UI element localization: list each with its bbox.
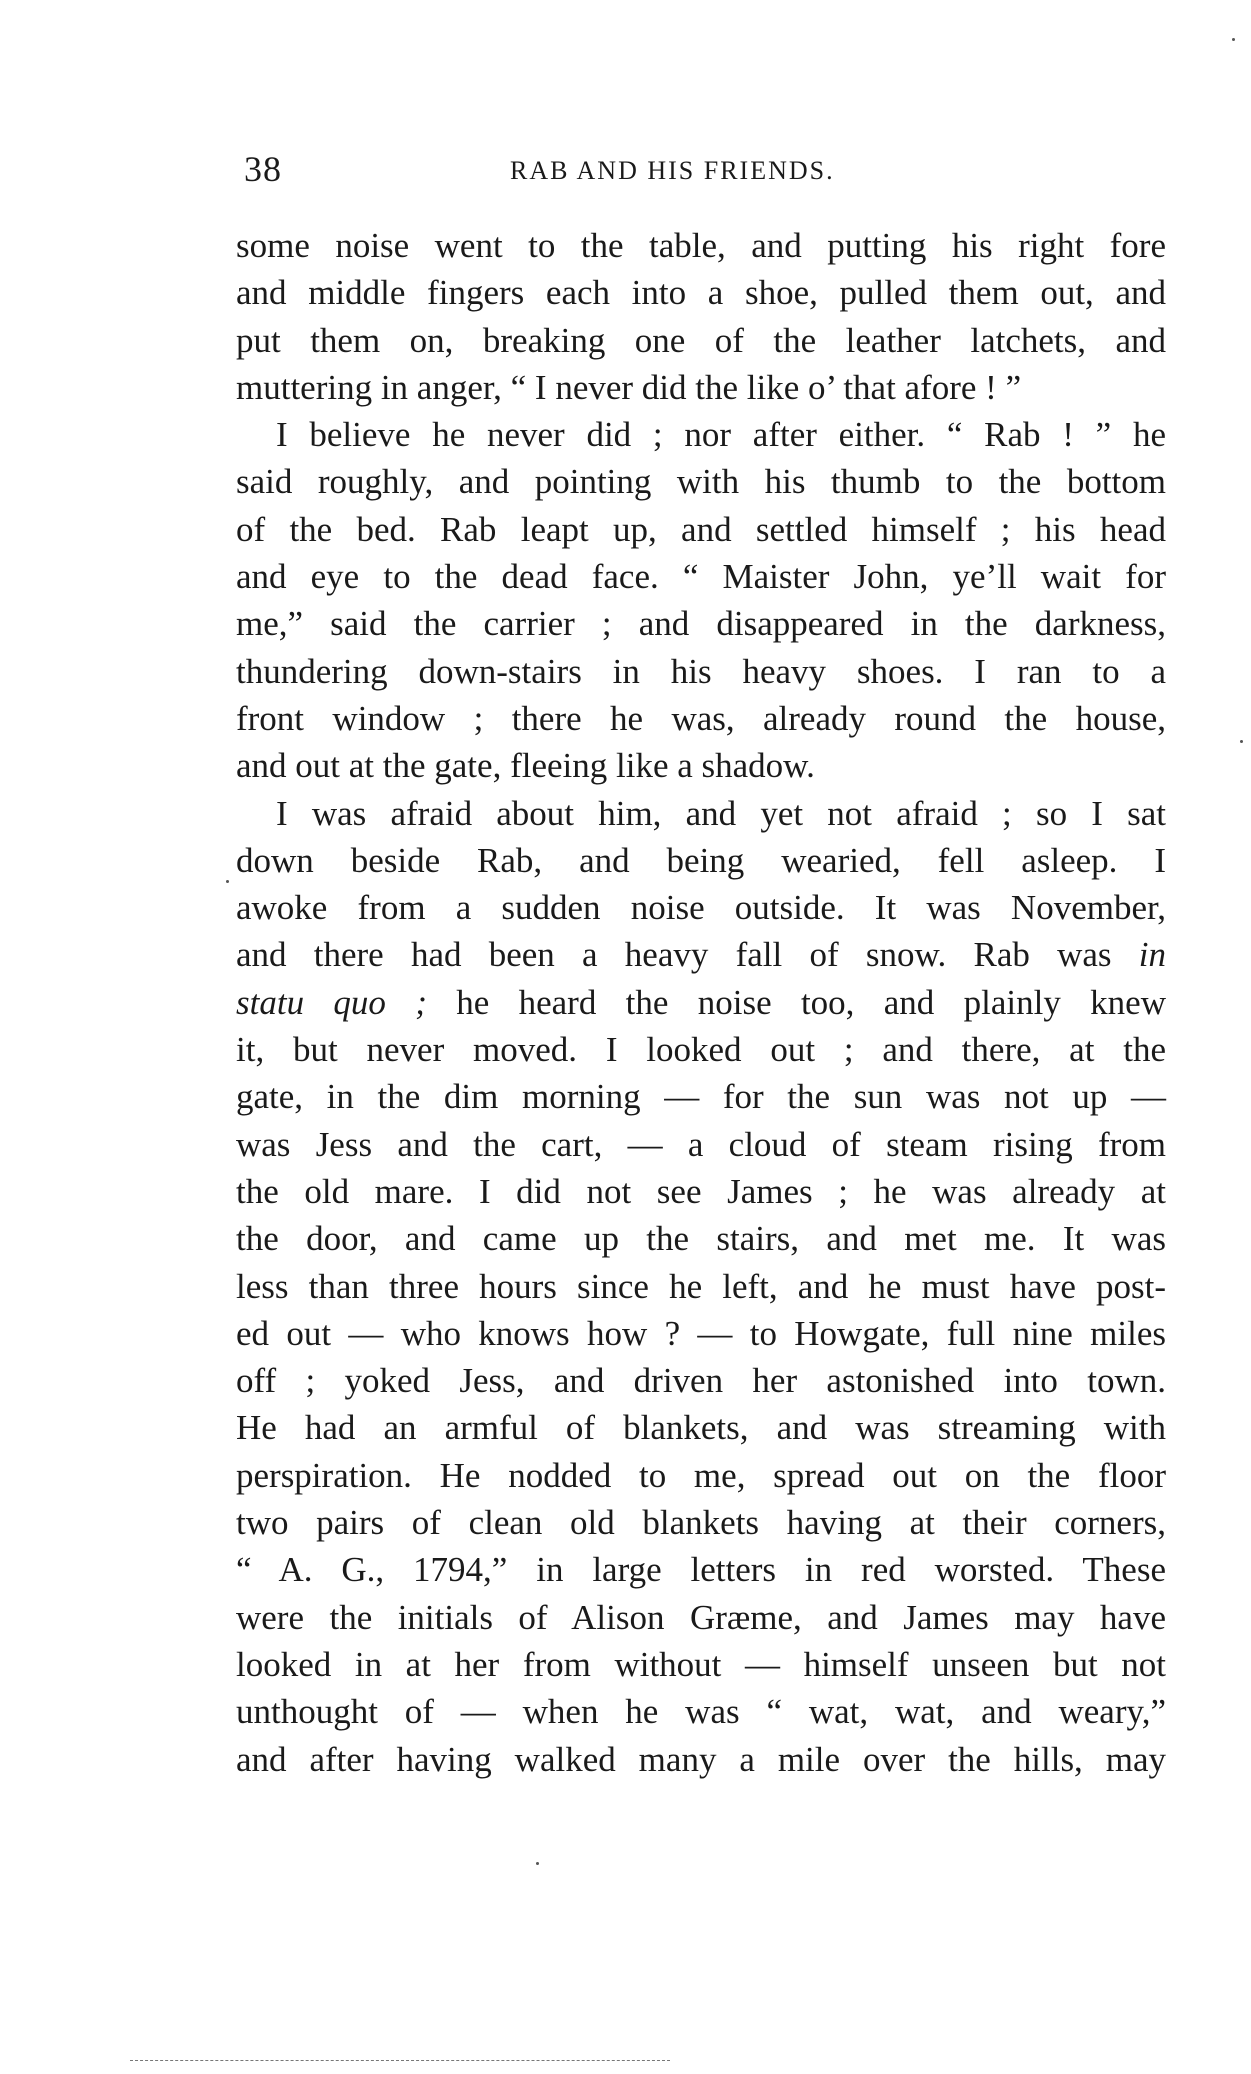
text-segment: ed out — who knows how ? — to Howgate, full nine miles	[236, 1313, 1166, 1353]
text-line	[236, 553, 1166, 600]
text-segment: and there had been a heavy fall of snow. Rab was	[236, 935, 1139, 975]
text-line	[236, 269, 1166, 316]
text-line	[236, 1357, 1166, 1404]
text-segment: thundering down-stairs in his heavy shoes. I ran to a	[236, 651, 1166, 691]
text-line	[236, 1499, 1166, 1546]
text-segment: were the initials of Alison Græme, and James may have	[236, 1597, 1166, 1637]
italic-text: statu quo ;	[236, 982, 427, 1022]
text-line	[236, 364, 1166, 411]
text-segment: muttering in anger, “ I never did the like o’ that afore ! ”	[236, 367, 1022, 407]
text-line	[236, 317, 1166, 364]
text-segment: it, but never moved. I looked out ; and there, at the	[236, 1030, 1166, 1070]
text-line	[236, 1452, 1166, 1499]
text-line	[236, 1168, 1166, 1215]
text-line	[236, 1641, 1166, 1688]
text-segment: and out at the gate, fleeing like a shadow.	[236, 746, 815, 786]
page-number: 38	[244, 149, 282, 189]
scan-speck	[1240, 740, 1243, 743]
text-segment: perspiration. He nodded to me, spread out on the floor	[236, 1455, 1166, 1495]
text-line	[236, 884, 1166, 931]
text-segment: front window ; there he was, already round the house,	[236, 698, 1166, 738]
text-line	[236, 695, 1166, 742]
text-line	[236, 411, 1166, 458]
text-segment: said roughly, and pointing with his thumb to the bottom	[236, 462, 1166, 502]
scan-speck	[1232, 38, 1235, 41]
text-line	[236, 979, 1166, 1026]
text-line	[236, 1263, 1166, 1310]
text-line	[236, 837, 1166, 884]
text-line	[236, 1026, 1166, 1073]
text-segment: he heard the noise too, and plainly knew	[426, 982, 1166, 1022]
italic-text: in	[1138, 935, 1166, 975]
text-line	[236, 1404, 1166, 1451]
text-line	[236, 222, 1166, 269]
text-line	[236, 742, 1166, 789]
text-segment: and after having walked many a mile over the hills, may	[236, 1739, 1166, 1779]
text-segment: and eye to the dead face. “ Maister John, ye’ll wait for	[236, 557, 1166, 597]
text-segment: I was afraid about him, and yet not afraid ; so I sat	[276, 793, 1166, 833]
text-segment: awoke from a sudden noise outside. It was November,	[236, 888, 1166, 928]
scan-speck	[536, 1862, 539, 1865]
text-line	[236, 1546, 1166, 1593]
text-line	[236, 600, 1166, 647]
text-line	[236, 648, 1166, 695]
text-line	[236, 1688, 1166, 1735]
text-line	[236, 1594, 1166, 1641]
text-segment: and middle fingers each into a shoe, pulled them out, and	[236, 273, 1166, 313]
text-line	[236, 458, 1166, 505]
text-segment: less than three hours since he left, and he must have post-	[236, 1266, 1166, 1306]
text-segment: down beside Rab, and being wearied, fell asleep. I	[236, 840, 1166, 880]
text-segment: the old mare. I did not see James ; he was already at	[236, 1171, 1166, 1211]
text-line	[236, 1073, 1166, 1120]
text-line	[236, 790, 1166, 837]
text-segment: the door, and came up the stairs, and met me. It was	[236, 1219, 1166, 1259]
text-line	[236, 1121, 1166, 1168]
text-segment: me,” said the carrier ; and disappeared in the darkness,	[236, 604, 1166, 644]
text-line	[236, 506, 1166, 553]
text-segment: gate, in the dim morning — for the sun was not up —	[236, 1077, 1166, 1117]
body-text	[236, 222, 1166, 1783]
text-segment: put them on, breaking one of the leather latchets, and	[236, 320, 1166, 360]
text-segment: off ; yoked Jess, and driven her astonished into town.	[236, 1361, 1166, 1401]
text-segment: of the bed. Rab leapt up, and settled himself ; his head	[236, 509, 1166, 549]
text-segment: unthought of — when he was “ wat, wat, and weary,”	[236, 1692, 1166, 1732]
text-segment: “ A. G., 1794,” in large letters in red worsted. These	[236, 1550, 1166, 1590]
text-segment: looked in at her from without — himself unseen but not	[236, 1644, 1166, 1684]
text-line	[236, 1215, 1166, 1262]
text-segment: some noise went to the table, and putting his right fore	[236, 226, 1166, 265]
scan-speck	[226, 880, 229, 883]
text-line	[236, 1736, 1166, 1783]
text-line	[236, 1310, 1166, 1357]
text-line	[236, 931, 1166, 978]
text-segment: I believe he never did ; nor after either. “ Rab ! ” he	[276, 415, 1166, 455]
text-segment: was Jess and the cart, — a cloud of steam rising from	[236, 1124, 1166, 1164]
running-head: RAB AND HIS FRIENDS.	[510, 156, 835, 185]
text-segment: He had an armful of blankets, and was streaming with	[236, 1408, 1166, 1448]
text-segment: two pairs of clean old blankets having at their corners,	[236, 1503, 1166, 1543]
page-header	[244, 148, 1170, 198]
bottom-edge-rule	[130, 2060, 670, 2061]
